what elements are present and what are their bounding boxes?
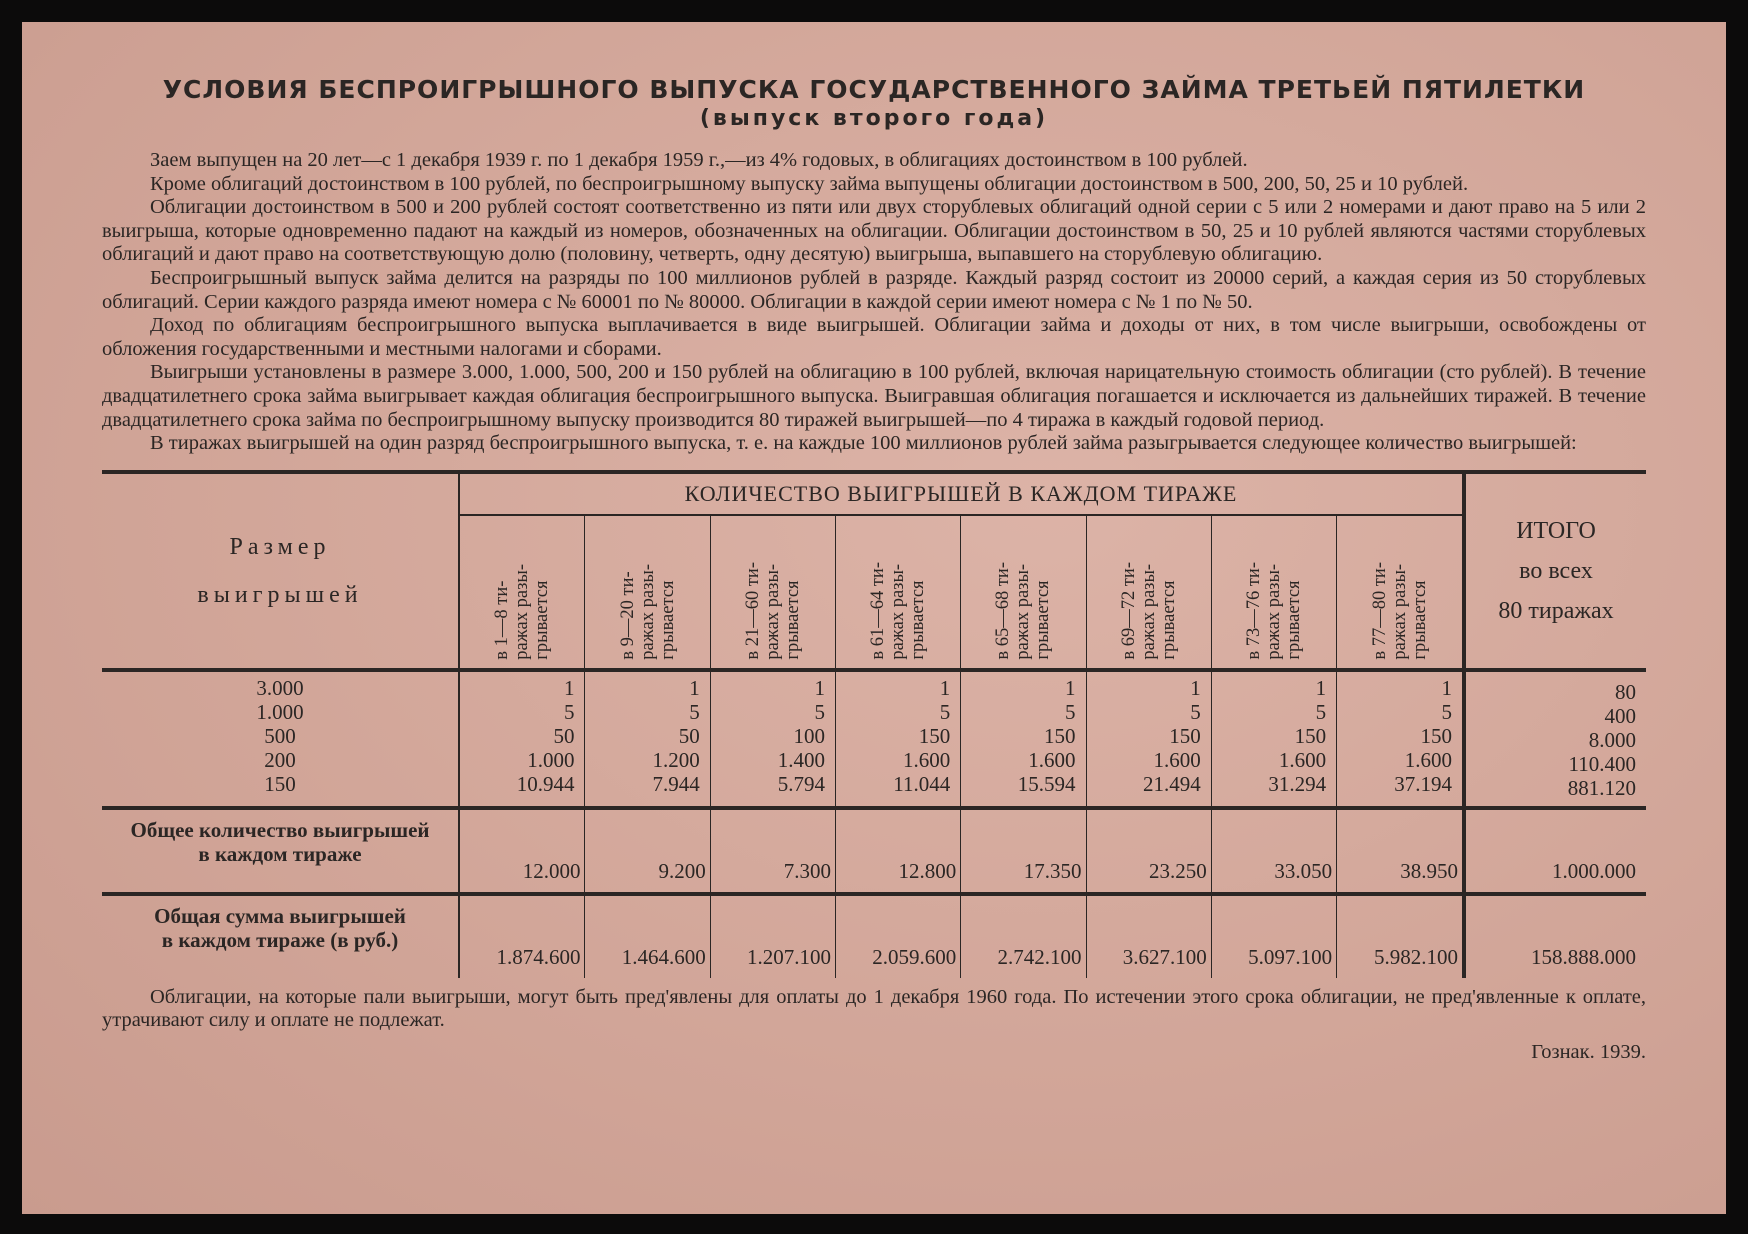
table-cell: 9.200	[585, 808, 710, 894]
column-header-text: в 61—64 ти- ражах разы- грывается	[868, 562, 929, 660]
sum-row-label-text: Общая сумма выигрышей в каждом тираже (в руб.)	[154, 903, 406, 952]
column-header-text: в 73—76 ти- ражах разы- грывается	[1243, 562, 1304, 660]
count-row-label	[102, 808, 459, 894]
loan-conditions-document	[22, 22, 1726, 1214]
prize-sizes-cell: 3.000 1.000 500 200 150	[102, 670, 459, 808]
table-cell: 1 5 150 1.600 31.294	[1211, 670, 1336, 808]
table-cell: 1 5 100 1.400 5.794	[710, 670, 835, 808]
prize-size-header-text: Размер выигрышей	[197, 533, 363, 608]
column-header-text: в 9—20 ти- ражах разы- грывается	[617, 564, 678, 660]
table-cell: 33.050	[1211, 808, 1336, 894]
table-cell: 5.097.100	[1211, 894, 1336, 978]
total-header-text: ИТОГО во всех 80 тиражах	[1498, 517, 1614, 624]
table-cell: 1 5 50 1.000 10.944	[459, 670, 585, 808]
paragraph: Заем выпущен на 20 лет—с 1 декабря 1939 г. по 1 декабря 1959 г.,—из 4% годовых, в облигациях достоинством в 100 рублей.	[150, 149, 1248, 171]
paragraph: Выигрыши установлены в размере 3.000, 1.000, 500, 200 и 150 рублей на облигацию в 100 рублей, включая нарицательную стоимость облигации (сто рублей). В течение двадцатилетнего срока займа выигрывает каждая облигация беспроигрышного выпуска. Выигравшая облигация погашается и исключается из дальнейших тиражей. В течение двадцатилетнего срока займа по беспроигрышному выпуску производится 80 тиражей выигрышей—по 4 тиража в каждый годовой период.	[102, 361, 1646, 431]
table-cell: 1.874.600	[496, 944, 581, 969]
table-cell: 38.950	[1337, 808, 1464, 894]
count-total-cell: 1.000.000	[1464, 808, 1646, 894]
table-cell: 1 5 150 1.600 37.194	[1337, 670, 1464, 808]
table-cell: 23.250	[1086, 808, 1211, 894]
totals-cell: 80 400 8.000 110.400 881.120	[1464, 670, 1646, 808]
column-header	[585, 515, 710, 670]
table-cell: 1.207.100	[710, 894, 835, 978]
sum-row-label	[102, 894, 459, 978]
column-header-text: в 21—60 ти- ражах разы- грывается	[742, 562, 803, 660]
paragraph: В тиражах выигрышей на один разряд беспроигрышного выпуска, т. е. на каждые 100 миллионов рублей займа разыгрывается следующее количество выигрышей:	[150, 432, 1577, 455]
column-header-text: в 77—80 ти- ражах разы- грывается	[1369, 562, 1430, 660]
table-cell: 1.464.600	[585, 894, 710, 978]
paragraph: Беспроигрышный выпуск займа делится на разряды по 100 миллионов рублей в разряде. Каждый разряд состоит из 20000 серий, а каждая серия из 50 сторублевых облигаций. Серии каждого разряда имеют номера с № 60001 по № 80000. Облигации в каждой серии имеют номера с № 1 по № 50.	[102, 266, 1646, 313]
column-header	[710, 515, 835, 670]
column-header	[961, 515, 1086, 670]
table-cell: 7.300	[710, 808, 835, 894]
paragraph: Кроме облигаций достоинством в 100 рублей, по беспроигрышному выпуску займа выпущены облигации достоинством в 500, 200, 50, 25 и 10 рублей.	[150, 172, 1469, 195]
table-cell: 12.000	[459, 808, 585, 894]
column-header-text: в 69—72 ти- ражах разы- грывается	[1118, 562, 1179, 660]
table-cell: 1 5 150 1.600 21.494	[1086, 670, 1211, 808]
column-header	[1337, 515, 1464, 670]
footer-text	[102, 986, 1646, 1033]
column-header-text: в 65—68 ти- ражах разы- грывается	[993, 562, 1054, 660]
document-subtitle: (выпуск второго года)	[699, 106, 1049, 131]
paragraph: Доход по облигациям беспроигрышного выпуска выплачивается в виде выигрышей. Облигации займа и доходы от них, в том числе выигрыши, освобождены от обложения государственными и местными налогами и сборами.	[102, 314, 1646, 360]
table-cell: 1 5 150 1.600 11.044	[836, 670, 961, 808]
prizes-table	[102, 470, 1646, 978]
table-cell: 1 5 150 1.600 15.594	[961, 670, 1086, 808]
conditions-text	[102, 149, 1646, 456]
table-cell: 3.627.100	[1086, 894, 1211, 978]
table-cell: 2.742.100	[961, 894, 1086, 978]
count-row-label-text: Общее количество выигрышей в каждом тираже	[130, 817, 430, 866]
column-header-text: в 1—8 ти- ражах разы- грывается	[492, 564, 553, 660]
paragraph: Облигации достоинством в 500 и 200 рублей состоят соответственно из пяти или двух сторублевых облигаций одной серии с 5 или 2 номерами и дают право на 5 или 2 выигрыша, которые одновременно падают на каждый из номеров, обозначенных на облигации. Облигации достоинством в 50, 25 и 10 рублей являются частями сторублевых облигаций и дают право на соответствующую долю (половину, четверть, одну десятую) выигрыша, выпавшего на сторублевую облигацию.	[102, 196, 1646, 266]
table-cell: 12.800	[836, 808, 961, 894]
column-header	[1211, 515, 1336, 670]
table-cell: 17.350	[961, 808, 1086, 894]
printer-imprint: Гознак. 1939.	[1531, 1040, 1646, 1063]
document-title: УСЛОВИЯ БЕСПРОИГРЫШНОГО ВЫПУСКА ГОСУДАРСТВЕННОГО ЗАЙМА ТРЕТЬЕЙ ПЯТИЛЕТКИ	[162, 75, 1586, 104]
sum-total-cell: 158.888.000	[1464, 894, 1646, 978]
draw-count-group-header: КОЛИЧЕСТВО ВЫИГРЫШЕЙ В КАЖДОМ ТИРАЖЕ	[459, 472, 1464, 515]
prize-size-header	[102, 472, 459, 670]
footer-paragraph: Облигации, на которые пали выигрыши, могут быть пред'явлены для оплаты до 1 декабря 1960 года. По истечении этого срока облигации, не пред'явленные к оплате, утрачивают силу и оплате не подлежат.	[102, 985, 1646, 1032]
table-cell: 2.059.600	[836, 894, 961, 978]
column-header	[836, 515, 961, 670]
table-cell: 1 5 50 1.200 7.944	[585, 670, 710, 808]
column-header	[1086, 515, 1211, 670]
table-cell: 5.982.100	[1337, 894, 1464, 978]
column-header	[459, 515, 585, 670]
total-header	[1464, 472, 1646, 670]
